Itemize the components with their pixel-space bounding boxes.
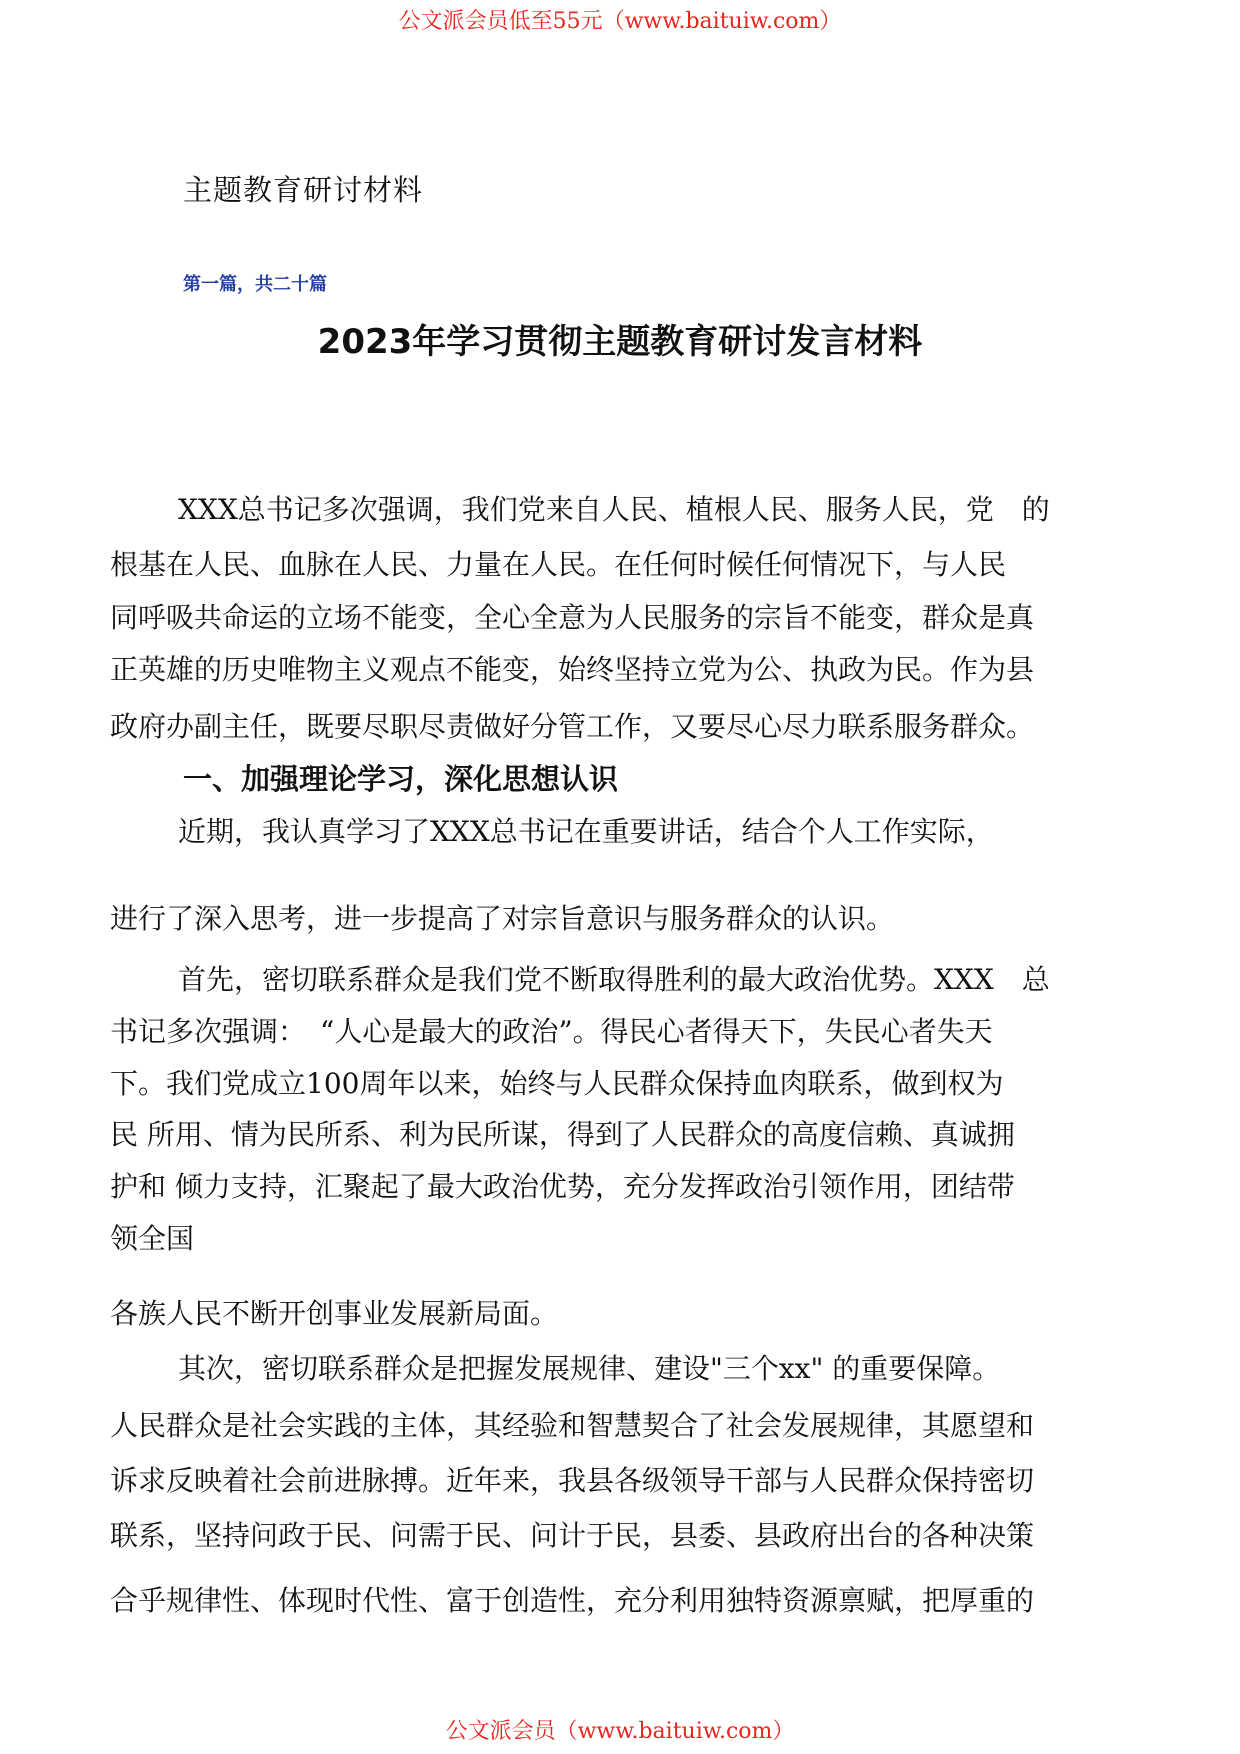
series-label: 第一篇，共二十篇 <box>183 274 327 295</box>
document-label: 主题教育研讨材料 <box>183 173 424 207</box>
paragraph-line: 书记多次强调： “人心是最大的政治”。得民心者得天下，失民心者失天 <box>110 1015 993 1048</box>
paragraph-line: XXX总书记多次强调，我们党来自人民、植根人民、服务人民，党 的 <box>178 493 1050 526</box>
document-title: 2023年学习贯彻主题教育研讨发言材料 <box>317 322 923 362</box>
paragraph-line: 诉求反映着社会前进脉搏。近年来，我县各级领导干部与人民群众保持密切 <box>110 1464 1035 1497</box>
paragraph-line: 正英雄的历史唯物主义观点不能变，始终坚持立党为公、执政为民。作为县 <box>110 653 1035 686</box>
paragraph-line: 人民群众是社会实践的主体，其经验和智慧契合了社会发展规律，其愿望和 <box>110 1409 1035 1442</box>
paragraph-line: 同呼吸共命运的立场不能变，全心全意为人民服务的宗旨不能变，群众是真 <box>110 601 1035 634</box>
paragraph-line: 各族人民不断开创事业发展新局面。 <box>110 1297 559 1330</box>
paragraph-line: 政府办副主任，既要尽职尽责做好分管工作，又要尽心尽力联系服务群众。 <box>110 710 1035 743</box>
paragraph-line: 领全国 <box>110 1222 195 1255</box>
footer-banner: 公文派会员（www.baituiw.com） <box>445 1719 795 1744</box>
paragraph-line: 联系，坚持问政于民、问需于民、问计于民，县委、县政府出台的各种决策 <box>110 1519 1035 1552</box>
header-banner: 公文派会员低至55元（www.baituiw.com） <box>398 9 842 34</box>
paragraph-line: 首先，密切联系群众是我们党不断取得胜利的最大政治优势。XXX 总 <box>178 963 1050 996</box>
section-heading: 一、加强理论学习，深化思想认识 <box>183 762 619 796</box>
paragraph-line: 合乎规律性、体现时代性、富于创造性，充分利用独特资源禀赋，把厚重的 <box>110 1584 1035 1617</box>
paragraph-line: 护和 倾力支持，汇聚起了最大政治优势，充分发挥政治引领作用，团结带 <box>110 1170 1015 1203</box>
paragraph-line: 根基在人民、血脉在人民、力量在人民。在任何时候任何情况下，与人民 <box>110 548 1007 581</box>
paragraph-line: 其次，密切联系群众是把握发展规律、建设"三个xx" 的重要保障。 <box>178 1352 1001 1385</box>
paragraph-line: 近期，我认真学习了XXX总书记在重要讲话，结合个人工作实际， <box>178 815 994 848</box>
paragraph-line: 进行了深入思考，进一步提高了对宗旨意识与服务群众的认识。 <box>110 902 895 935</box>
paragraph-line: 民 所用、情为民所系、利为民所谋，得到了人民群众的高度信赖、真诚拥 <box>110 1118 1015 1151</box>
paragraph-line: 下。我们党成立100周年以来，始终与人民群众保持血肉联系，做到权为 <box>110 1067 1004 1100</box>
